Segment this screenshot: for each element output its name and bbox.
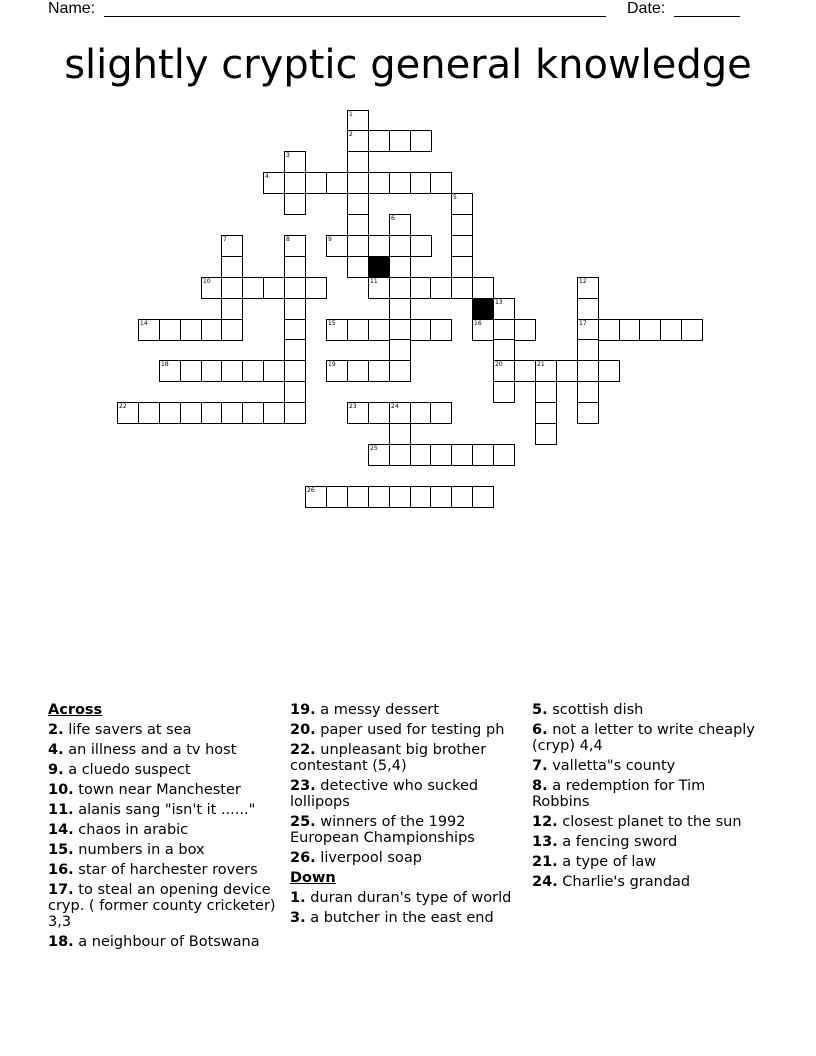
clue-number: 19. xyxy=(290,702,316,718)
grid-cell[interactable] xyxy=(493,444,515,466)
clue xyxy=(532,778,760,810)
grid-cell[interactable] xyxy=(242,360,264,382)
cell-number: 21 xyxy=(537,361,545,368)
grid-cell[interactable] xyxy=(284,151,306,173)
clue-text: a neighbour of Botswana xyxy=(78,934,260,950)
clue-number: 21. xyxy=(532,854,558,870)
grid-cell[interactable] xyxy=(347,360,369,382)
down-clue-list xyxy=(290,890,518,926)
cell-number: 5 xyxy=(453,194,457,201)
clue-number: 15. xyxy=(48,842,74,858)
grid-cell[interactable] xyxy=(472,277,494,299)
grid-cell[interactable] xyxy=(368,172,390,194)
cell-number: 6 xyxy=(391,215,395,222)
cell-number: 15 xyxy=(328,320,336,327)
grid-cell[interactable] xyxy=(389,360,411,382)
grid-cell[interactable] xyxy=(389,277,411,299)
grid-cell[interactable] xyxy=(326,172,348,194)
grid-cell[interactable] xyxy=(347,110,369,132)
grid-cell[interactable] xyxy=(389,339,411,361)
black-cell xyxy=(368,256,390,278)
grid-cell[interactable] xyxy=(284,193,306,215)
grid-cell[interactable] xyxy=(556,360,578,382)
grid-cell[interactable] xyxy=(263,172,285,194)
grid-cell[interactable] xyxy=(347,319,369,341)
clue xyxy=(290,910,518,926)
grid-cell[interactable] xyxy=(430,486,452,508)
grid-cell[interactable] xyxy=(389,235,411,257)
grid-cell[interactable] xyxy=(180,402,202,424)
clue-text: liverpool soap xyxy=(320,850,422,866)
clue xyxy=(290,890,518,906)
grid-cell[interactable] xyxy=(347,256,369,278)
grid-cell[interactable] xyxy=(368,402,390,424)
clue xyxy=(532,722,760,754)
grid-cell[interactable] xyxy=(347,130,369,152)
grid-cell[interactable] xyxy=(681,319,703,341)
clue-text: a butcher in the east end xyxy=(310,910,494,926)
cell-number: 3 xyxy=(286,152,290,159)
grid-cell[interactable] xyxy=(577,360,599,382)
grid-cell[interactable] xyxy=(284,277,306,299)
clue-number: 3. xyxy=(290,910,306,926)
clue xyxy=(48,762,276,778)
down-clue-list-continued xyxy=(532,702,760,890)
grid-cell[interactable] xyxy=(201,277,223,299)
grid-cell[interactable] xyxy=(430,402,452,424)
grid-cell[interactable] xyxy=(221,360,243,382)
grid-cell[interactable] xyxy=(284,172,306,194)
cell-number: 25 xyxy=(370,445,378,452)
grid-cell[interactable] xyxy=(368,486,390,508)
grid-cell[interactable] xyxy=(368,130,390,152)
clue-number: 13. xyxy=(532,834,558,850)
grid-cell[interactable] xyxy=(326,319,348,341)
grid-cell[interactable] xyxy=(514,360,536,382)
clue-number: 14. xyxy=(48,822,74,838)
grid-cell[interactable] xyxy=(347,214,369,236)
grid-cell[interactable] xyxy=(242,277,264,299)
grid-cell[interactable] xyxy=(410,235,432,257)
grid-cell[interactable] xyxy=(368,235,390,257)
clue-text: unpleasant big brother contestant (5,4) xyxy=(290,742,487,774)
clue-text: a messy dessert xyxy=(320,702,439,718)
grid-cell[interactable] xyxy=(201,402,223,424)
grid-cell[interactable] xyxy=(451,486,473,508)
grid-cell[interactable] xyxy=(159,402,181,424)
grid-cell[interactable] xyxy=(410,444,432,466)
grid-cell[interactable] xyxy=(347,193,369,215)
cell-number: 22 xyxy=(119,403,127,410)
clue-text: valletta"s county xyxy=(552,758,676,774)
grid-cell[interactable] xyxy=(284,360,306,382)
grid-cell[interactable] xyxy=(577,298,599,320)
grid-cell[interactable] xyxy=(410,319,432,341)
clue xyxy=(532,702,760,718)
grid-cell[interactable] xyxy=(263,402,285,424)
grid-cell[interactable] xyxy=(389,423,411,445)
grid-cell[interactable] xyxy=(430,319,452,341)
grid-cell[interactable] xyxy=(326,486,348,508)
grid-cell[interactable] xyxy=(305,486,327,508)
grid-cell[interactable] xyxy=(389,256,411,278)
grid-cell[interactable] xyxy=(535,360,557,382)
clue-text: a fencing sword xyxy=(562,834,678,850)
grid-cell[interactable] xyxy=(430,277,452,299)
grid-cell[interactable] xyxy=(284,298,306,320)
grid-cell[interactable] xyxy=(180,319,202,341)
grid-cell[interactable] xyxy=(410,402,432,424)
black-cell xyxy=(472,298,494,320)
grid-cell[interactable] xyxy=(221,256,243,278)
cell-number: 16 xyxy=(474,320,482,327)
grid-cell[interactable] xyxy=(242,402,264,424)
clue-text: not a letter to write cheaply (cryp) 4,4 xyxy=(532,722,755,754)
grid-cell[interactable] xyxy=(221,277,243,299)
clue-number: 5. xyxy=(532,702,548,718)
grid-cell[interactable] xyxy=(639,319,661,341)
grid-cell[interactable] xyxy=(451,193,473,215)
grid-cell[interactable] xyxy=(451,235,473,257)
clue-number: 4. xyxy=(48,742,64,758)
clue-text: Charlie's grandad xyxy=(562,874,691,890)
cell-number: 13 xyxy=(495,299,503,306)
grid-cell[interactable] xyxy=(535,402,557,424)
grid-cell[interactable] xyxy=(368,360,390,382)
down-heading: Down xyxy=(290,870,336,886)
clue xyxy=(532,874,760,890)
grid-cell[interactable] xyxy=(221,298,243,320)
cell-number: 19 xyxy=(328,361,336,368)
grid-cell[interactable] xyxy=(263,277,285,299)
grid-cell[interactable] xyxy=(493,381,515,403)
clue-text: a type of law xyxy=(562,854,657,870)
clue-number: 2. xyxy=(48,722,64,738)
grid-cell[interactable] xyxy=(598,319,620,341)
clue xyxy=(48,802,276,818)
clue-number: 24. xyxy=(532,874,558,890)
clue-text: a cluedo suspect xyxy=(68,762,191,778)
cell-number: 17 xyxy=(579,320,587,327)
across-clue-list-continued xyxy=(290,702,518,866)
grid-cell[interactable] xyxy=(305,277,327,299)
grid-cell[interactable] xyxy=(410,277,432,299)
grid-cell[interactable] xyxy=(284,381,306,403)
clue-number: 8. xyxy=(532,778,548,794)
clue-text: numbers in a box xyxy=(78,842,205,858)
cell-number: 14 xyxy=(140,320,148,327)
grid-cell[interactable] xyxy=(493,339,515,361)
grid-cell[interactable] xyxy=(472,319,494,341)
clue xyxy=(290,742,518,774)
clue-text: paper used for testing ph xyxy=(320,722,505,738)
grid-cell[interactable] xyxy=(347,235,369,257)
across-heading: Across xyxy=(48,702,103,718)
clue-text: town near Manchester xyxy=(78,782,241,798)
across-clue-list xyxy=(48,722,276,950)
cell-number: 12 xyxy=(579,278,587,285)
clue xyxy=(532,758,760,774)
clue xyxy=(48,782,276,798)
grid-cell[interactable] xyxy=(201,360,223,382)
clue-number: 10. xyxy=(48,782,74,798)
grid-cell[interactable] xyxy=(451,444,473,466)
clue xyxy=(48,842,276,858)
clues xyxy=(48,702,768,962)
clue-text: a redemption for Tim Robbins xyxy=(532,778,706,810)
grid-cell[interactable] xyxy=(493,319,515,341)
clue-number: 1. xyxy=(290,890,306,906)
grid-cell[interactable] xyxy=(347,402,369,424)
grid-cell[interactable] xyxy=(410,172,432,194)
grid-cell[interactable] xyxy=(535,423,557,445)
clue-number: 18. xyxy=(48,934,74,950)
clue-text: an illness and a tv host xyxy=(68,742,237,758)
grid-cell[interactable] xyxy=(472,444,494,466)
grid-cell[interactable] xyxy=(159,319,181,341)
clue xyxy=(290,702,518,718)
grid-cell[interactable] xyxy=(389,214,411,236)
grid-cell[interactable] xyxy=(389,402,411,424)
grid-cell[interactable] xyxy=(389,486,411,508)
clue-column-1 xyxy=(48,702,276,954)
grid-cell[interactable] xyxy=(368,277,390,299)
clue xyxy=(48,882,276,930)
clue-text: winners of the 1992 European Championships xyxy=(290,814,475,846)
grid-cell[interactable] xyxy=(221,402,243,424)
clue xyxy=(290,814,518,846)
clue-number: 25. xyxy=(290,814,316,830)
grid-cell[interactable] xyxy=(201,319,223,341)
grid-cell[interactable] xyxy=(284,256,306,278)
clue-text: detective who sucked lollipops xyxy=(290,778,479,810)
clue xyxy=(290,778,518,810)
grid-cell[interactable] xyxy=(284,402,306,424)
cell-number: 23 xyxy=(349,403,357,410)
clue-text: star of harchester rovers xyxy=(78,862,258,878)
cell-number: 1 xyxy=(349,111,353,118)
clue xyxy=(48,742,276,758)
cell-number: 10 xyxy=(203,278,211,285)
clue-number: 26. xyxy=(290,850,316,866)
clue-column-3 xyxy=(532,702,760,894)
grid-cell[interactable] xyxy=(138,319,160,341)
grid-cell[interactable] xyxy=(305,172,327,194)
clue-text: duran duran's type of world xyxy=(310,890,512,906)
clue-text: alanis sang "isn't it ......" xyxy=(78,802,256,818)
grid-cell[interactable] xyxy=(430,444,452,466)
grid-cell[interactable] xyxy=(138,402,160,424)
clue xyxy=(290,850,518,866)
grid-cell[interactable] xyxy=(410,486,432,508)
cell-number: 4 xyxy=(265,173,269,180)
cell-number: 20 xyxy=(495,361,503,368)
grid-cell[interactable] xyxy=(430,172,452,194)
grid-cell[interactable] xyxy=(577,277,599,299)
name-label: Name: xyxy=(48,0,96,17)
grid-cell[interactable] xyxy=(577,319,599,341)
clue xyxy=(532,834,760,850)
clue xyxy=(48,822,276,838)
grid-cell[interactable] xyxy=(221,235,243,257)
clue-text: scottish dish xyxy=(552,702,644,718)
clue-text: to steal an opening device cryp. ( former county cricketer) 3,3 xyxy=(48,882,276,930)
date-label: Date: xyxy=(627,0,666,17)
grid-cell[interactable] xyxy=(577,402,599,424)
grid-cell[interactable] xyxy=(389,444,411,466)
grid-cell[interactable] xyxy=(472,486,494,508)
clue xyxy=(532,814,760,830)
clue-text: closest planet to the sun xyxy=(562,814,742,830)
grid-cell[interactable] xyxy=(410,130,432,152)
grid-cell[interactable] xyxy=(347,486,369,508)
grid-cell[interactable] xyxy=(535,381,557,403)
clue-column-2 xyxy=(290,702,518,930)
grid-cell[interactable] xyxy=(451,214,473,236)
cell-number: 2 xyxy=(349,131,353,138)
clue-number: 23. xyxy=(290,778,316,794)
clue-number: 6. xyxy=(532,722,548,738)
grid-cell[interactable] xyxy=(284,235,306,257)
grid-cell[interactable] xyxy=(347,151,369,173)
grid-cell[interactable] xyxy=(389,172,411,194)
grid-cell[interactable] xyxy=(389,130,411,152)
grid-cell[interactable] xyxy=(159,360,181,382)
clue xyxy=(290,722,518,738)
grid-cell[interactable] xyxy=(451,277,473,299)
grid-cell[interactable] xyxy=(598,360,620,382)
cell-number: 18 xyxy=(161,361,169,368)
clue xyxy=(48,722,276,738)
clue-number: 11. xyxy=(48,802,74,818)
grid-cell[interactable] xyxy=(451,256,473,278)
grid-cell[interactable] xyxy=(493,360,515,382)
grid-cell[interactable] xyxy=(117,402,139,424)
grid-cell[interactable] xyxy=(514,319,536,341)
cell-number: 8 xyxy=(286,236,290,243)
clue-text: chaos in arabic xyxy=(78,822,189,838)
grid-cell[interactable] xyxy=(180,360,202,382)
clue-number: 17. xyxy=(48,882,74,898)
grid-cell[interactable] xyxy=(619,319,641,341)
grid-cell[interactable] xyxy=(577,339,599,361)
cell-number: 11 xyxy=(370,278,378,285)
clue-number: 9. xyxy=(48,762,64,778)
page-title: slightly cryptic general knowledge xyxy=(64,42,752,88)
cell-number: 24 xyxy=(391,403,399,410)
grid-cell[interactable] xyxy=(263,360,285,382)
grid-cell[interactable] xyxy=(660,319,682,341)
grid-cell[interactable] xyxy=(493,298,515,320)
clue-number: 16. xyxy=(48,862,74,878)
grid-cell[interactable] xyxy=(577,381,599,403)
grid-cell[interactable] xyxy=(368,319,390,341)
crossword-grid xyxy=(0,0,816,520)
clue-text: life savers at sea xyxy=(68,722,192,738)
grid-cell[interactable] xyxy=(221,319,243,341)
grid-cell[interactable] xyxy=(389,298,411,320)
clue xyxy=(48,934,276,950)
clue-number: 22. xyxy=(290,742,316,758)
cell-number: 26 xyxy=(307,487,315,494)
clue-number: 12. xyxy=(532,814,558,830)
clue xyxy=(48,862,276,878)
grid-cell[interactable] xyxy=(368,444,390,466)
clue-number: 7. xyxy=(532,758,548,774)
grid-cell[interactable] xyxy=(284,339,306,361)
grid-cell[interactable] xyxy=(326,235,348,257)
cell-number: 9 xyxy=(328,236,332,243)
clue-number: 20. xyxy=(290,722,316,738)
grid-cell[interactable] xyxy=(389,319,411,341)
grid-cell[interactable] xyxy=(284,319,306,341)
grid-cell[interactable] xyxy=(347,172,369,194)
cell-number: 7 xyxy=(223,236,227,243)
grid-cell[interactable] xyxy=(326,360,348,382)
clue xyxy=(532,854,760,870)
